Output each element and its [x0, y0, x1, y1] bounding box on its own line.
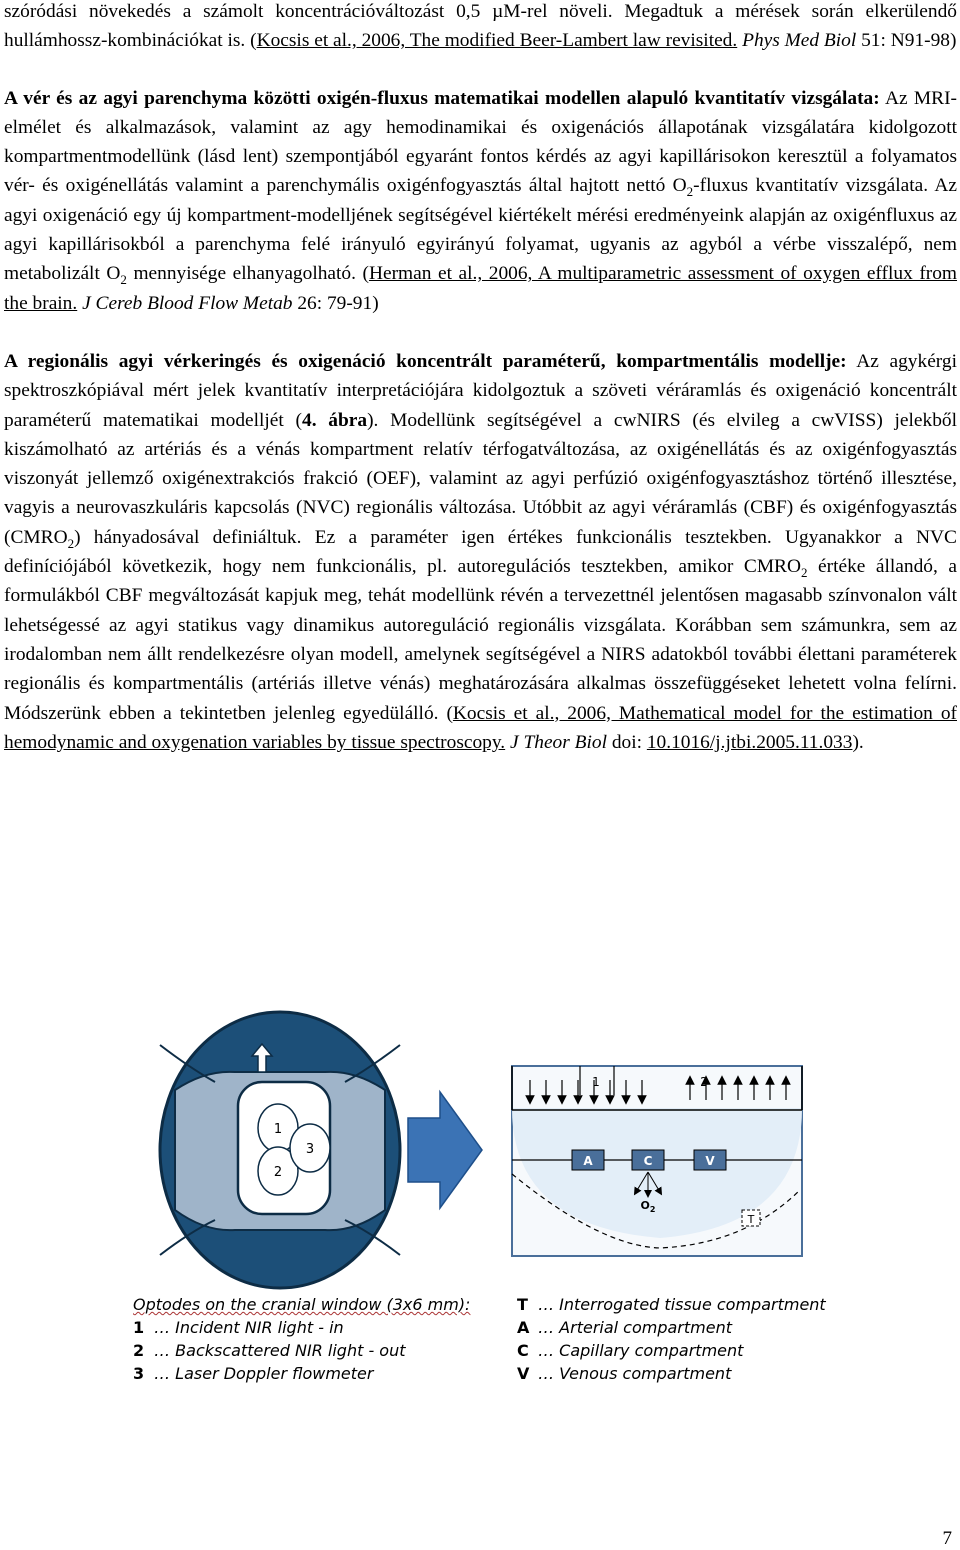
- legend-item: V … Venous compartment: [517, 1364, 732, 1383]
- legend-item: C … Capillary compartment: [517, 1341, 744, 1360]
- section-oxygen-flux: [4, 84, 957, 318]
- section-heading: A regionális agyi vérkeringés és oxigenáció koncentrált paraméterű, kompartmentális modellje:: [4, 350, 847, 372]
- window-label: 1: [273, 1122, 283, 1137]
- figure-4: [0, 1000, 960, 1430]
- model-label: 2: [700, 1075, 708, 1089]
- section-text: Az agykérgi spektroszkópiával mért jelek kvantitatív interpretációjára kidolgoztuk a szöveti véráramlás és oxigenáció koncentrált paraméterű matematikai modelljét (: [4, 350, 957, 431]
- transition-arrow-icon: [408, 1092, 482, 1208]
- doi-label: doi:: [606, 731, 642, 753]
- intro-paragraph: [4, 0, 957, 56]
- section-heading: A vér és az agyi parenchyma közötti oxigén-fluxus matematikai modellen alapuló kvantitatív vizsgálata:: [4, 87, 880, 109]
- legend-item: 1 … Incident NIR light - in: [133, 1318, 344, 1337]
- journal-name: J Cereb Blood Flow Metab: [82, 292, 293, 314]
- legend-item: 3 … Laser Doppler flowmeter: [133, 1364, 374, 1383]
- journal-name: Phys Med Biol: [742, 30, 857, 52]
- section-text: mennyisége elhanyagolható. (: [126, 263, 369, 285]
- section-text: Az MRI-elmélet és alkalmazások, valamint az agy hemodinamikai és oxigenációs állapotának vizsgálatára kidolgozott kompartmentmodellünk (lásd lent) szempontjából egyaránt fontos kérdés az agyi kapillárisokon keresztül a folyamatos vér- és oxigénellátás valamint a parenchymális oxigénfogyasztás által hajtott nettó O: [4, 87, 958, 197]
- cranial-window-diagram: [160, 1012, 400, 1288]
- window-label: 3: [305, 1142, 315, 1157]
- citation-tail: 51: N91-98): [856, 30, 957, 52]
- subscript: 2: [120, 272, 127, 288]
- tissue-label: T: [747, 1213, 755, 1226]
- capillary-label: C: [643, 1154, 653, 1168]
- subscript: 2: [686, 184, 694, 200]
- section-text: ) hányadosával definiáltuk. Ez a paraméter igen értékes funkcionális tesztekben. Ugyanakkor a NVC definíciójából következik, hogy nem funkcionális, pl. autoregulációs tesztekben, amikor CMRO: [4, 526, 957, 578]
- venous-label: V: [705, 1154, 715, 1168]
- section-text: ). Modellünk segítségével a cwNIRS (és elvileg a cwVISS) jelekből kiszámolható az artériás és a vénás kompartment relatív térfogatváltozása, az oxigénellátás és az oxigénfogyasztás viszonyát jellemző oxigénextrakciós frakció (OEF), valamint az agyi perfúzió oxigénfogyasztáshoz történő illesztése, vagyis a neurovaszkuláris kapcsolás (NVC) regionális változása. Utóbbit az agyi véráramlás (CBF) és oxigénfogyasztás (CMRO: [4, 409, 957, 548]
- legend-item: 2 … Backscattered NIR light - out: [133, 1341, 406, 1360]
- legend-item: T … Interrogated tissue compartment: [517, 1295, 826, 1314]
- intro-text: szóródási növekedés a számolt koncentrációváltozást 0,5 µM-rel növeli. Megadtuk a mérések során elkerülendő hullámhossz-kombinációkat is. (: [4, 1, 957, 52]
- figure-reference: 4. ábra: [302, 409, 368, 431]
- section-compartment-model: [4, 347, 957, 757]
- legend-title: Optodes on the cranial window (3x6 mm):: [133, 1295, 471, 1314]
- section-text: -fluxus kvantitatív vizsgálata. Az agyi oxigenáció egy új kompartment-modelljének segítségével kiértékelt mérési eredményeink alapján az oxigénfluxus az agyi kapillárisokból a parenchyma felé irányuló egyirányú folyamat, ugyanis az agyból a vérbe visszalépő, nem metabolizált O: [4, 175, 957, 285]
- oxygen-label: $O_2$: [640, 1199, 656, 1214]
- citation-link[interactable]: Kocsis et al., 2006, The modified Beer-Lambert law revisited.: [256, 30, 738, 52]
- subscript: 2: [801, 564, 808, 580]
- window-label: 2: [273, 1165, 283, 1180]
- compartment-model-diagram: [512, 1066, 802, 1256]
- document-page: [4, 0, 957, 757]
- legend-item: A … Arterial compartment: [517, 1318, 732, 1337]
- journal-name: J Theor Biol: [510, 731, 607, 753]
- arterial-label: A: [583, 1154, 593, 1168]
- page-number: 7: [942, 1528, 952, 1549]
- subscript: 2: [67, 535, 75, 551]
- citation-link[interactable]: Herman et al., 2006, A multiparametric assessment of oxygen efflux from the brain.: [4, 263, 958, 314]
- citation-tail: 26: 79-91): [292, 292, 379, 314]
- legend-compartments: [517, 1293, 826, 1385]
- legend-optodes: [133, 1293, 470, 1385]
- citation-link[interactable]: Kocsis et al., 2006, Mathematical model for the estimation of hemodynamic and oxygenation variables by tissue spectroscopy.: [4, 702, 957, 753]
- citation-tail: ).: [852, 731, 864, 753]
- doi-link[interactable]: 10.1016/j.jtbi.2005.11.033: [646, 731, 853, 753]
- section-text: értéke állandó, a formulákból CBF megváltozását kapjuk meg, tehát modellünk révén a tervezettnél jelentősen magasabb színvonalon vált lehetségessé az agyi statikus vagy dinamikus autoreguláció regionális vizsgálata. Korábban sem számunkra, sem az irodalomban nem állt rendelkezésre olyan modell, amelynek segítségével a NIRS adatokból további élettani paraméterek regionális és kompartmentális (artériás illetve vénás) meghatározására alkalmas összefüggéseket lehetett volna felírni. Módszerünk ebben a tekintetben jelenleg egyedülálló. (: [4, 556, 957, 724]
- model-label: 1: [592, 1075, 600, 1089]
